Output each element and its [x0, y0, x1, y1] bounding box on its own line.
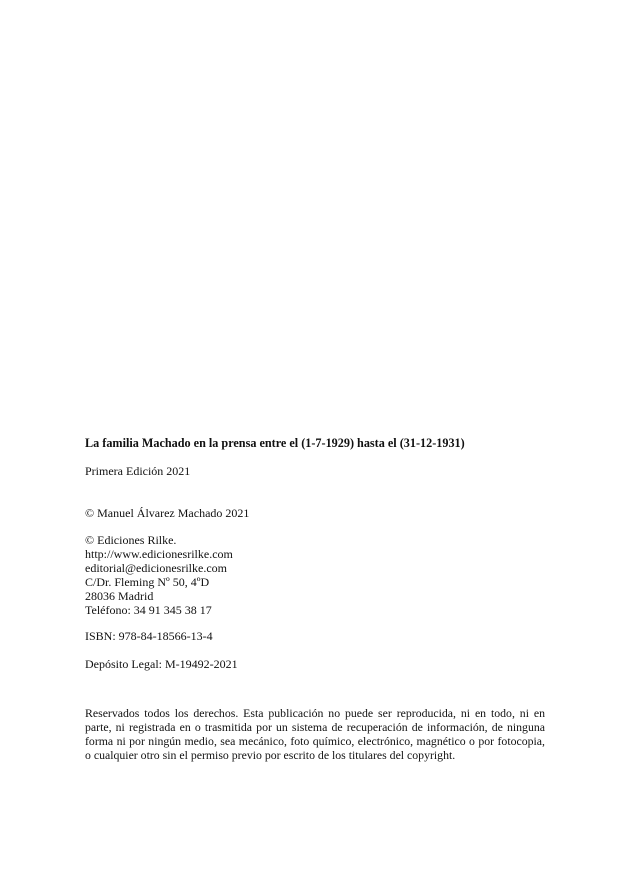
isbn-text: ISBN: 978-84-18566-13-4 [85, 629, 213, 643]
publisher-info [85, 533, 545, 617]
author-copyright: © Manuel Álvarez Machado 2021 [85, 506, 250, 520]
edition-text: Primera Edición 2021 [85, 464, 191, 478]
legal-deposit: Depósito Legal: M-19492-2021 [85, 657, 238, 671]
rights-notice: Reservados todos los derechos. Esta publicación no puede ser reproducida, ni en todo, ni en parte, ni registrada en o trasmitida por un sistema de recuperación de información, de ninguna forma ni por ningún medio, sea mecánico, foto químico, electrónico, magnético o por fotocopia, o cualquier otro sin el permiso previo por escrito de los titulares del copyright. [85, 706, 545, 762]
book-title: La familia Machado en la prensa entre el (1-7-1929) hasta el (31-12-1931) [85, 436, 465, 450]
publisher-copyright: © Ediciones Rilke. [85, 533, 177, 547]
publisher-city: 28036 Madrid [85, 589, 154, 603]
publisher-address: C/Dr. Fleming Nº 50, 4ºD [85, 575, 210, 589]
publisher-phone: Teléfono: 34 91 345 38 17 [85, 603, 212, 617]
publisher-email: editorial@edicionesrilke.com [85, 561, 228, 575]
publisher-website: http://www.edicionesrilke.com [85, 547, 233, 561]
